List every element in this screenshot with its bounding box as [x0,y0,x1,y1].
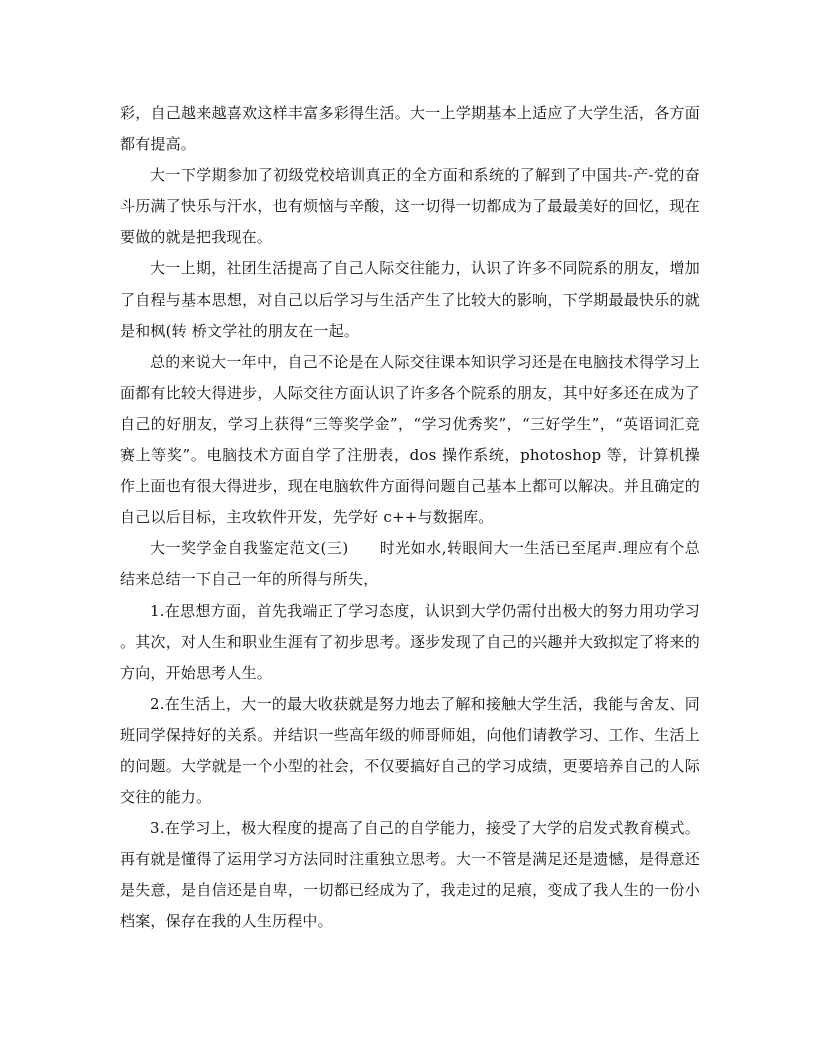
paragraph-3: 大一上期，社团生活提高了自己人际交往能力，认识了许多不同院系的朋友，增加了自程与基本思想，对自己以后学习与生活产生了比较大的影响，下学期最最快乐的就是和枫(转 桥文学社的朋友在一起。 [120,259,700,340]
paragraph-8: 3.在学习上，极大程度的提高了自己的自学能力，接受了大学的启发式教育模式。再有就是懂得了运用学习方法同时注重独立思考。大一不管是满足还是遗憾，是得意还是失意，是自信还是自卑，一切都已经成为了，我走过的足痕，变成了我人生的一份小档案，保存在我的人生历程中。 [120,819,700,931]
paragraph-2: 大一下学期参加了初级党校培训真正的全方面和系统的了解到了中国共-产-党的奋斗历满了快乐与汗水，也有烦恼与辛酸，这一切得一切都成为了最最美好的回忆，现在要做的就是把我现在。 [120,166,700,247]
paragraph-1: 彩，自己越来越喜欢这样丰富多彩得生活。大一上学期基本上适应了大学生活，各方面都有提高。 [120,104,700,154]
document-page [120,98,700,938]
paragraph-4: 总的来说大一年中，自己不论是在人际交往课本知识学习还是在电脑技术得学习上面都有比较大得进步，人际交往方面认识了许多各个院系的朋友，其中好多还在成为了自己的好朋友，学习上获得“三等奖学金”，“学习优秀奖”，“三好学生”，“英语词汇竞赛上等奖”。电脑技术方面自学了注册表，dos 操作系统，photoshop 等，计算机操作上面也有很大得进步，现在电脑软件方面得问题自己基本上都可以解决。并且确定的自己以后目标，主攻软件开发，先学好 c++与数据库。 [120,352,700,527]
paragraph-6: 1.在思想方面，首先我端正了学习态度，认识到大学仍需付出极大的努力用功学习 。其次，对人生和职业生涯有了初步思考。逐步发现了自己的兴趣并大致拟定了将来的方向，开始思考人生。 [120,601,700,682]
paragraph-7: 2.在生活上，大一的最大收获就是努力地去了解和接触大学生活，我能与舍友、同班同学保持好的关系。并结识一些高年级的师哥师姐，向他们请教学习、工作、生活上的问题。大学就是一个小型的社会，不仅要搞好自己的学习成绩，更要培养自己的人际交往的能力。 [120,694,700,807]
paragraph-5: 大一奖学金自我鉴定范文(三) 时光如水,转眼间大一生活已至尾声.理应有个总结来总结一下自己一年的所得与所失， [120,539,700,589]
